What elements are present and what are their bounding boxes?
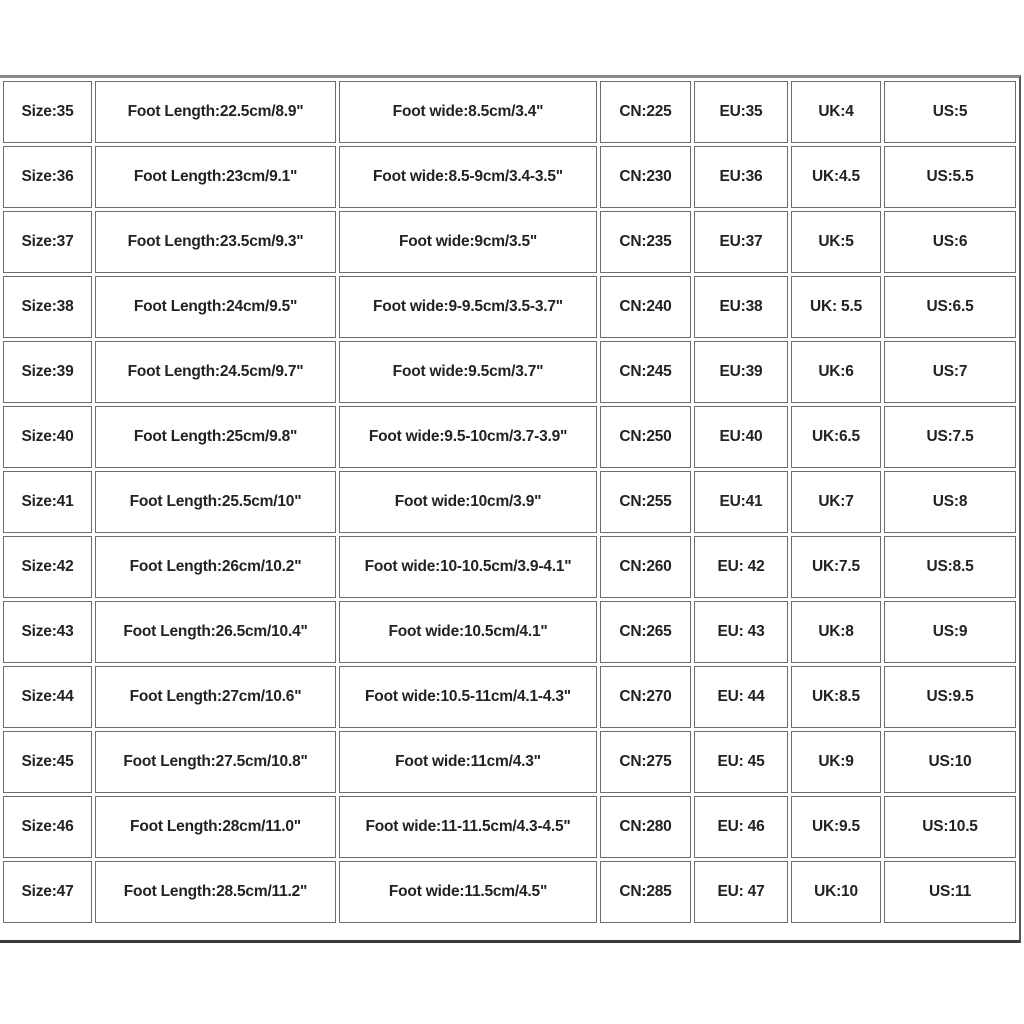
size-cell: Size:40 bbox=[3, 406, 92, 468]
us-size-cell: US:5 bbox=[884, 81, 1016, 143]
foot-length-cell: Foot Length:23.5cm/9.3" bbox=[95, 211, 336, 273]
us-size-cell: US:9 bbox=[884, 601, 1016, 663]
cn-size-cell: CN:230 bbox=[600, 146, 691, 208]
uk-size-cell: UK:10 bbox=[791, 861, 881, 923]
size-cell: Size:36 bbox=[3, 146, 92, 208]
cn-size-cell: CN:260 bbox=[600, 536, 691, 598]
size-chart-frame bbox=[0, 75, 1021, 943]
uk-size-cell: UK: 5.5 bbox=[791, 276, 881, 338]
table-row bbox=[3, 406, 1016, 468]
foot-wide-cell: Foot wide:10.5-11cm/4.1-4.3" bbox=[339, 666, 597, 728]
uk-size-cell: UK:8 bbox=[791, 601, 881, 663]
size-cell: Size:42 bbox=[3, 536, 92, 598]
foot-wide-cell: Foot wide:10.5cm/4.1" bbox=[339, 601, 597, 663]
eu-size-cell: EU:40 bbox=[694, 406, 788, 468]
us-size-cell: US:8.5 bbox=[884, 536, 1016, 598]
foot-wide-cell: Foot wide:9.5-10cm/3.7-3.9" bbox=[339, 406, 597, 468]
cn-size-cell: CN:250 bbox=[600, 406, 691, 468]
eu-size-cell: EU:37 bbox=[694, 211, 788, 273]
size-cell: Size:44 bbox=[3, 666, 92, 728]
us-size-cell: US:11 bbox=[884, 861, 1016, 923]
foot-wide-cell: Foot wide:10cm/3.9" bbox=[339, 471, 597, 533]
us-size-cell: US:6 bbox=[884, 211, 1016, 273]
size-cell: Size:41 bbox=[3, 471, 92, 533]
size-cell: Size:37 bbox=[3, 211, 92, 273]
cn-size-cell: CN:285 bbox=[600, 861, 691, 923]
table-row bbox=[3, 536, 1016, 598]
table-row bbox=[3, 666, 1016, 728]
eu-size-cell: EU:41 bbox=[694, 471, 788, 533]
eu-size-cell: EU: 43 bbox=[694, 601, 788, 663]
foot-wide-cell: Foot wide:9cm/3.5" bbox=[339, 211, 597, 273]
us-size-cell: US:5.5 bbox=[884, 146, 1016, 208]
foot-length-cell: Foot Length:28cm/11.0" bbox=[95, 796, 336, 858]
foot-wide-cell: Foot wide:11cm/4.3" bbox=[339, 731, 597, 793]
foot-length-cell: Foot Length:24.5cm/9.7" bbox=[95, 341, 336, 403]
cn-size-cell: CN:240 bbox=[600, 276, 691, 338]
table-row bbox=[3, 861, 1016, 923]
cn-size-cell: CN:225 bbox=[600, 81, 691, 143]
cn-size-cell: CN:275 bbox=[600, 731, 691, 793]
table-row bbox=[3, 211, 1016, 273]
us-size-cell: US:7.5 bbox=[884, 406, 1016, 468]
eu-size-cell: EU: 44 bbox=[694, 666, 788, 728]
table-row bbox=[3, 471, 1016, 533]
uk-size-cell: UK:5 bbox=[791, 211, 881, 273]
foot-length-cell: Foot Length:26cm/10.2" bbox=[95, 536, 336, 598]
uk-size-cell: UK:6 bbox=[791, 341, 881, 403]
foot-length-cell: Foot Length:25cm/9.8" bbox=[95, 406, 336, 468]
us-size-cell: US:7 bbox=[884, 341, 1016, 403]
us-size-cell: US:8 bbox=[884, 471, 1016, 533]
eu-size-cell: EU: 46 bbox=[694, 796, 788, 858]
us-size-cell: US:10 bbox=[884, 731, 1016, 793]
foot-wide-cell: Foot wide:8.5-9cm/3.4-3.5" bbox=[339, 146, 597, 208]
table-row bbox=[3, 731, 1016, 793]
uk-size-cell: UK:7 bbox=[791, 471, 881, 533]
foot-wide-cell: Foot wide:8.5cm/3.4" bbox=[339, 81, 597, 143]
size-cell: Size:38 bbox=[3, 276, 92, 338]
eu-size-cell: EU: 42 bbox=[694, 536, 788, 598]
foot-length-cell: Foot Length:24cm/9.5" bbox=[95, 276, 336, 338]
foot-length-cell: Foot Length:26.5cm/10.4" bbox=[95, 601, 336, 663]
uk-size-cell: UK:6.5 bbox=[791, 406, 881, 468]
size-cell: Size:45 bbox=[3, 731, 92, 793]
eu-size-cell: EU:39 bbox=[694, 341, 788, 403]
size-chart-body bbox=[3, 81, 1016, 923]
uk-size-cell: UK:8.5 bbox=[791, 666, 881, 728]
foot-wide-cell: Foot wide:11.5cm/4.5" bbox=[339, 861, 597, 923]
cn-size-cell: CN:270 bbox=[600, 666, 691, 728]
foot-length-cell: Foot Length:27cm/10.6" bbox=[95, 666, 336, 728]
table-row bbox=[3, 341, 1016, 403]
eu-size-cell: EU:36 bbox=[694, 146, 788, 208]
cn-size-cell: CN:265 bbox=[600, 601, 691, 663]
us-size-cell: US:6.5 bbox=[884, 276, 1016, 338]
uk-size-cell: UK:4.5 bbox=[791, 146, 881, 208]
cn-size-cell: CN:235 bbox=[600, 211, 691, 273]
uk-size-cell: UK:4 bbox=[791, 81, 881, 143]
table-row bbox=[3, 146, 1016, 208]
size-cell: Size:47 bbox=[3, 861, 92, 923]
size-cell: Size:46 bbox=[3, 796, 92, 858]
size-cell: Size:39 bbox=[3, 341, 92, 403]
size-cell: Size:35 bbox=[3, 81, 92, 143]
foot-wide-cell: Foot wide:9.5cm/3.7" bbox=[339, 341, 597, 403]
cn-size-cell: CN:245 bbox=[600, 341, 691, 403]
foot-wide-cell: Foot wide:9-9.5cm/3.5-3.7" bbox=[339, 276, 597, 338]
table-row bbox=[3, 276, 1016, 338]
foot-length-cell: Foot Length:22.5cm/8.9" bbox=[95, 81, 336, 143]
size-cell: Size:43 bbox=[3, 601, 92, 663]
foot-wide-cell: Foot wide:11-11.5cm/4.3-4.5" bbox=[339, 796, 597, 858]
foot-length-cell: Foot Length:28.5cm/11.2" bbox=[95, 861, 336, 923]
uk-size-cell: UK:7.5 bbox=[791, 536, 881, 598]
uk-size-cell: UK:9 bbox=[791, 731, 881, 793]
eu-size-cell: EU:35 bbox=[694, 81, 788, 143]
foot-length-cell: Foot Length:25.5cm/10" bbox=[95, 471, 336, 533]
uk-size-cell: UK:9.5 bbox=[791, 796, 881, 858]
table-row bbox=[3, 81, 1016, 143]
eu-size-cell: EU: 47 bbox=[694, 861, 788, 923]
eu-size-cell: EU:38 bbox=[694, 276, 788, 338]
table-row bbox=[3, 601, 1016, 663]
cn-size-cell: CN:255 bbox=[600, 471, 691, 533]
foot-wide-cell: Foot wide:10-10.5cm/3.9-4.1" bbox=[339, 536, 597, 598]
foot-length-cell: Foot Length:27.5cm/10.8" bbox=[95, 731, 336, 793]
cn-size-cell: CN:280 bbox=[600, 796, 691, 858]
us-size-cell: US:10.5 bbox=[884, 796, 1016, 858]
table-row bbox=[3, 796, 1016, 858]
size-chart-table bbox=[0, 78, 1019, 926]
eu-size-cell: EU: 45 bbox=[694, 731, 788, 793]
foot-length-cell: Foot Length:23cm/9.1" bbox=[95, 146, 336, 208]
us-size-cell: US:9.5 bbox=[884, 666, 1016, 728]
